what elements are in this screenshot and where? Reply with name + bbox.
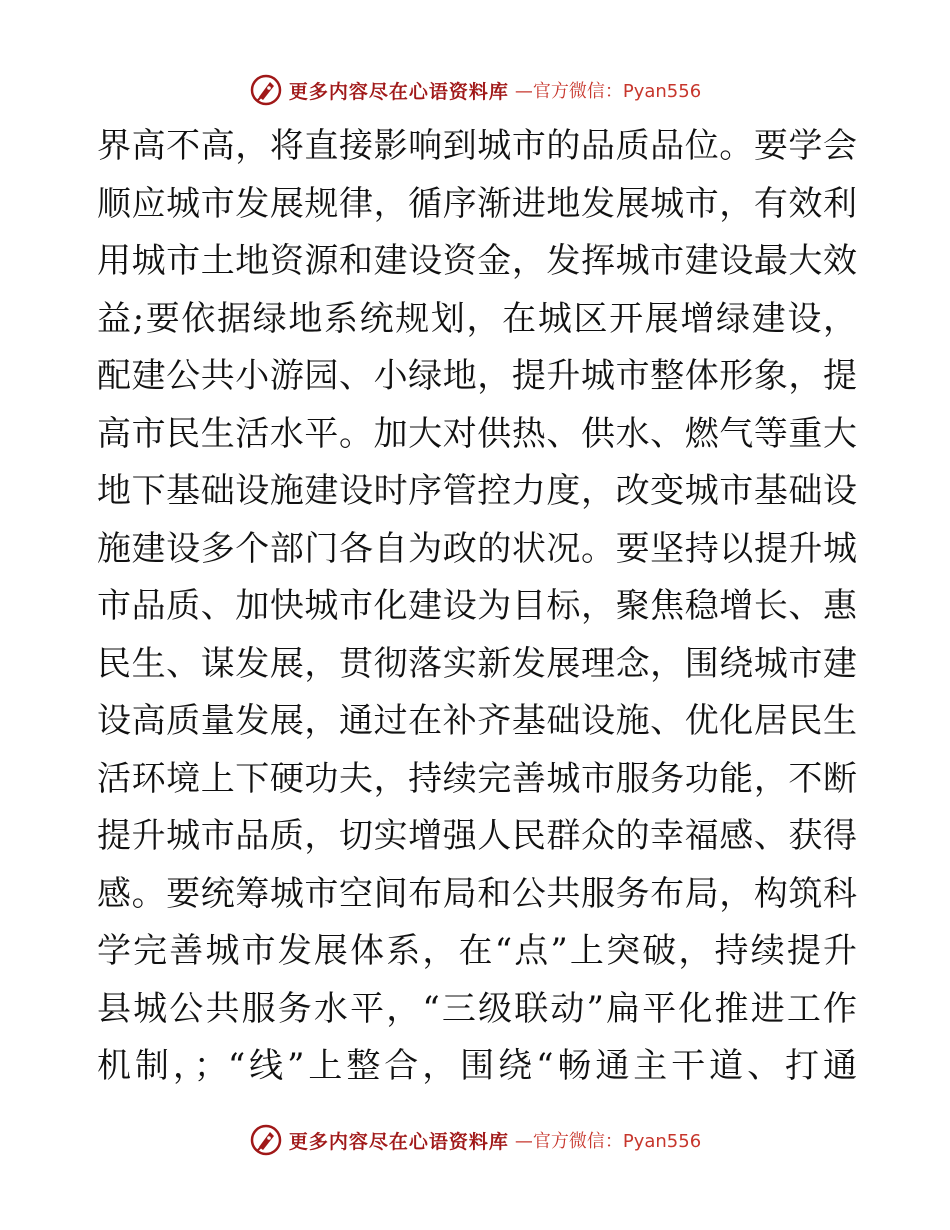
text-line: 设高质量发展，通过在补齐基础设施、优化居民生	[97, 701, 857, 741]
footer-banner	[0, 1120, 950, 1160]
text-line: 益;要依据绿地系统规划，在城区开展增绿建设，	[97, 298, 857, 339]
footer-title: 更多内容尽在心语资料库	[288, 1130, 509, 1153]
footer-contact: —官方微信：Pyan556	[514, 1131, 702, 1152]
text-line: 学完善城市发展体系，在“点”上突破，持续提升	[97, 931, 857, 971]
header-title: 更多内容尽在心语资料库	[288, 80, 509, 103]
text-line: 施建设多个部门各自为政的状况。要坚持以提升城	[97, 528, 857, 569]
text-line: 高市民生活水平。加大对供热、供水、燃气等重大	[97, 413, 857, 454]
text-line: 界高不高，将直接影响到城市的品质品位。要学会	[97, 126, 857, 166]
text-line: 活环境上下硬功夫，持续完善城市服务功能，不断	[97, 758, 857, 799]
document-body	[97, 118, 857, 1096]
text-line: 顺应城市发展规律，循序渐进地发展城市，有效利	[97, 183, 857, 224]
pen-nib-logo-icon	[249, 1123, 283, 1157]
text-line: 民生、谋发展，贯彻落实新发展理念，围绕城市建	[97, 643, 857, 684]
text-line: 地下基础设施建设时序管控力度，改变城市基础设	[97, 471, 857, 511]
text-line: 用城市土地资源和建设资金，发挥城市建设最大效	[97, 241, 857, 281]
header-banner	[0, 70, 950, 110]
text-line: 配建公共小游园、小绿地，提升城市整体形象，提	[97, 356, 857, 396]
text-line: 提升城市品质，切实增强人民群众的幸福感、获得	[97, 816, 857, 856]
text-line: 市品质、加快城市化建设为目标，聚焦稳增长、惠	[97, 586, 857, 626]
header-contact: —官方微信：Pyan556	[514, 81, 702, 102]
pen-nib-logo-icon	[249, 73, 283, 107]
text-line: 感。要统筹城市空间布局和公共服务布局，构筑科	[97, 873, 857, 914]
text-line: 机制，；“线”上整合，围绕“畅通主干道、打通	[97, 1046, 857, 1086]
text-line: 县城公共服务水平，“三级联动”扁平化推进工作	[97, 988, 857, 1029]
